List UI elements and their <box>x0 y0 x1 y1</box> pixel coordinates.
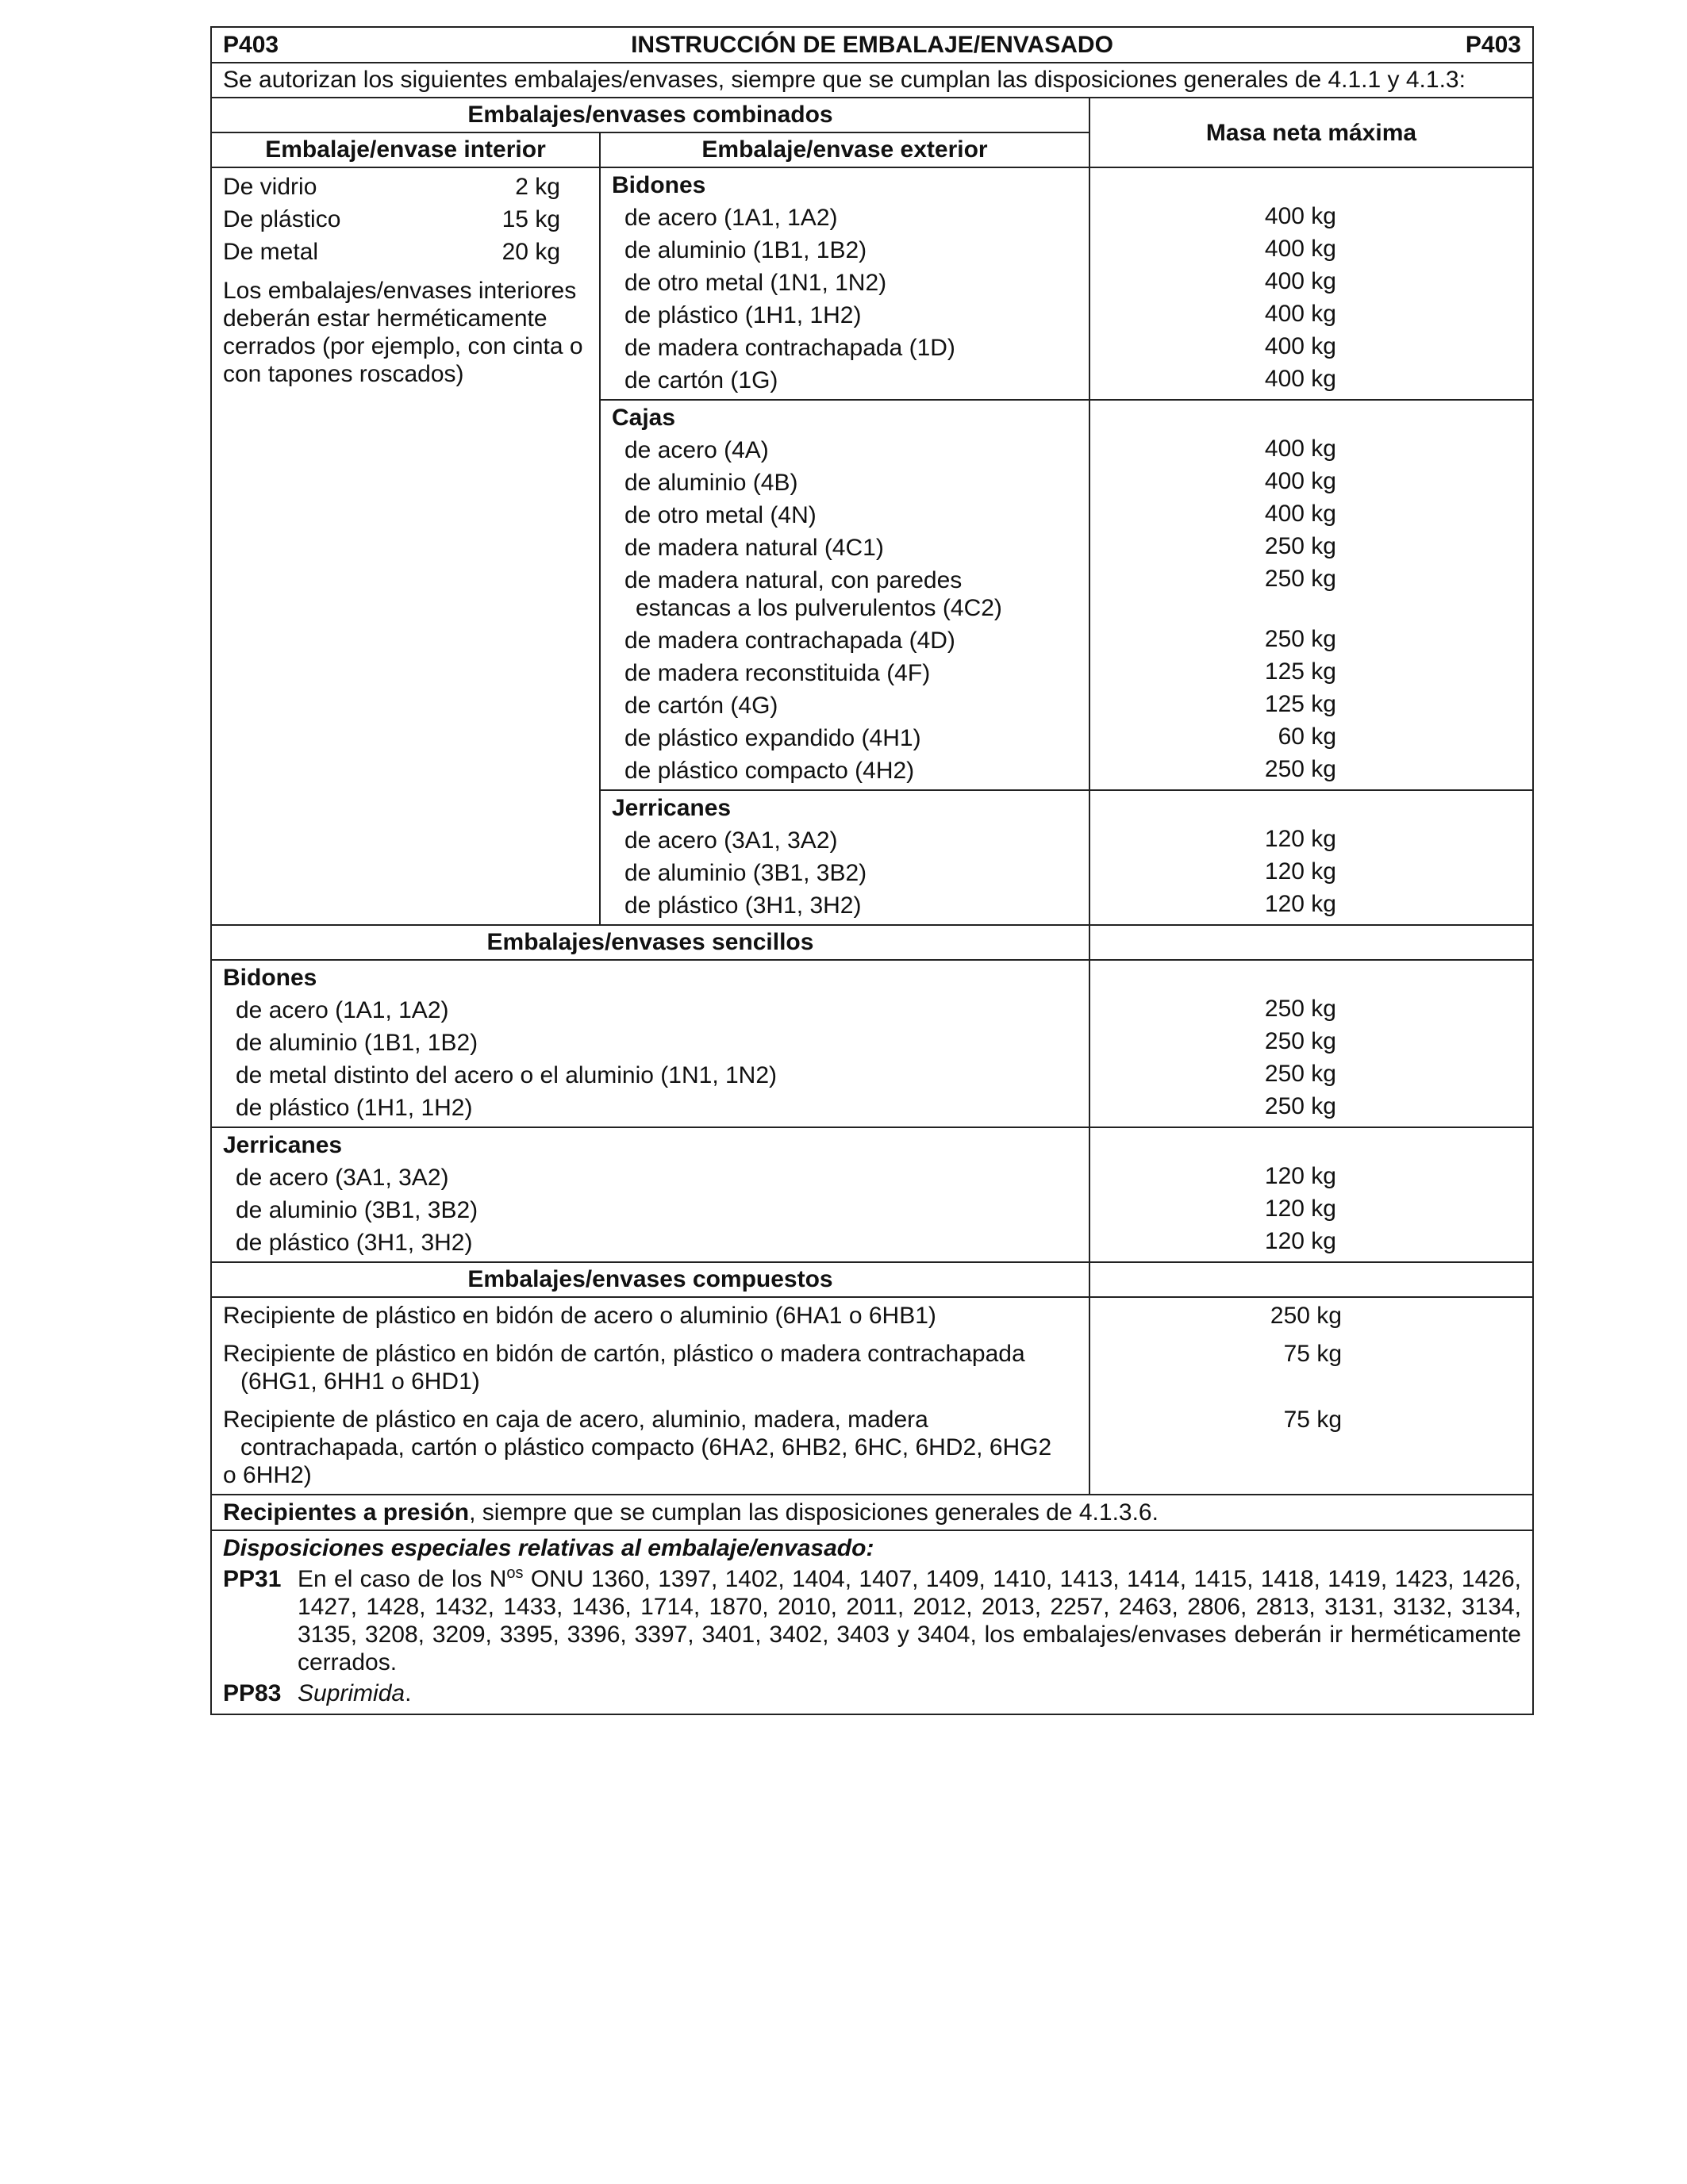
single-group-jerricans <box>211 1127 1089 1262</box>
mass-value: 120 kg <box>1264 1163 1336 1189</box>
provision-code: PP31 <box>223 1566 282 1592</box>
list-item: de aluminio (1B1, 1B2) <box>624 237 867 263</box>
list-item: de plástico (1H1, 1H2) <box>624 302 862 328</box>
mass-group-jerricans <box>1089 790 1533 925</box>
single-mass-drums <box>1089 960 1533 1127</box>
mass-value: 250 kg <box>1264 566 1336 592</box>
composite-item <box>223 1340 1078 1395</box>
list-item: de aluminio (3B1, 3B2) <box>624 860 867 886</box>
mass-value: 60 kg <box>1278 724 1336 750</box>
composite-item-line: Recipiente de plástico en bidón de cartón, plástico o madera contrachapada <box>223 1341 1025 1367</box>
composite-item-line: o 6HH2) <box>223 1462 312 1488</box>
list-item: de madera contrachapada (4D) <box>624 628 955 654</box>
list-item: de plástico (3H1, 3H2) <box>236 1230 473 1256</box>
mass-value: 400 kg <box>1264 501 1336 527</box>
pressure-text: , siempre que se cumplan las disposiciones generales de 4.1.3.6. <box>469 1499 1159 1526</box>
special-provisions-title: Disposiciones especiales relativas al embalaje/envasado: <box>223 1535 874 1561</box>
mass-value: 120 kg <box>1264 858 1336 885</box>
single-title: Embalajes/envases sencillos <box>486 929 814 955</box>
combined-title: Embalajes/envases combinados <box>467 102 833 128</box>
inner-item <box>223 173 560 201</box>
group-title: Jerricanes <box>612 795 732 821</box>
inner-header: Embalaje/envase interior <box>265 136 546 163</box>
provision-pp31 <box>223 1565 1521 1676</box>
composite-item-line: Recipiente de plástico en caja de acero, aluminio, madera, madera <box>223 1407 928 1433</box>
group-title: Jerricanes <box>223 1132 343 1158</box>
list-item: de plástico (3H1, 3H2) <box>624 892 862 919</box>
mass-value: 400 kg <box>1264 468 1336 494</box>
list-item: de plástico expandido (4H1) <box>624 725 921 751</box>
outer-header-cell <box>600 132 1089 167</box>
single-group-drums <box>211 960 1089 1127</box>
mass-value: 125 kg <box>1264 658 1336 685</box>
composite-item <box>223 1302 1078 1330</box>
single-mass-jerricans <box>1089 1127 1533 1262</box>
list-item: de cartón (4G) <box>624 693 778 719</box>
pressure-label: Recipientes a presión <box>223 1499 470 1526</box>
mass-value: 400 kg <box>1264 436 1336 462</box>
mass-value: 250 kg <box>1264 1028 1336 1054</box>
group-title: Bidones <box>223 965 317 991</box>
provision-text-pre: En el caso de los N <box>298 1566 507 1592</box>
combined-title-cell <box>211 98 1089 132</box>
list-item: de acero (1A1, 1A2) <box>236 997 449 1023</box>
single-title-mass-cell <box>1089 925 1533 960</box>
composite-items-cell <box>211 1297 1089 1495</box>
inner-header-cell <box>211 132 600 167</box>
instruction-table <box>210 26 1534 1715</box>
mass-value: 400 kg <box>1264 366 1336 392</box>
provision-text-body: ONU 1360, 1397, 1402, 1404, 1407, 1409, 1410, 1413, 1414, 1415, 1418, 1419, 1423, 1426, 1427, 1428, 1432, 1433, 1436, 1714, 1870, 2010, 2011, 2012, 2013, 2257, 2463, 2806, 2813, 3131, 3132, 3134, 3135, 3208, 3209, 3395, 3396, 3397, 3401, 3402, 3403 y 3404, los embalajes/envases deberán ir herméticamente cerrados. <box>298 1566 1521 1675</box>
provision-text <box>298 1565 1521 1676</box>
inner-item-label: De metal <box>223 239 319 265</box>
mass-value: 400 kg <box>1264 301 1336 327</box>
mass-value: 125 kg <box>1264 691 1336 717</box>
list-item: de madera natural, con paredes <box>624 567 963 593</box>
mass-value: 250 kg <box>1264 756 1336 782</box>
intro-row <box>211 63 1533 98</box>
group-title: Cajas <box>612 405 676 431</box>
outer-group-jerricans <box>600 790 1089 925</box>
page-title: INSTRUCCIÓN DE EMBALAJE/ENVASADO <box>631 32 1113 58</box>
list-item: de acero (3A1, 3A2) <box>236 1165 449 1191</box>
single-title-cell <box>211 925 1089 960</box>
mass-value: 250 kg <box>1264 626 1336 652</box>
provision-text-sup: os <box>506 1564 524 1582</box>
code-right: P403 <box>1465 32 1521 58</box>
provision-pp83 <box>223 1679 1521 1707</box>
mass-value: 250 kg <box>1264 533 1336 559</box>
mass-value: 250 kg <box>1264 1061 1336 1087</box>
packing-instruction-p403 <box>210 26 1532 1715</box>
inner-packagings-cell <box>211 167 600 925</box>
mass-value: 250 kg <box>1264 996 1336 1022</box>
composite-title-cell <box>211 1262 1089 1297</box>
composite-mass-cell <box>1089 1297 1533 1495</box>
mass-value: 400 kg <box>1264 203 1336 229</box>
code-left: P403 <box>223 32 279 58</box>
mass-value: 400 kg <box>1264 268 1336 294</box>
list-item: de madera natural (4C1) <box>624 535 884 561</box>
list-item-continuation: estancas a los pulverulentos (4C2) <box>636 595 1002 621</box>
list-item: de aluminio (4B) <box>624 470 798 496</box>
provision-text-italic: Suprimida <box>298 1680 405 1706</box>
list-item: de acero (4A) <box>624 437 769 463</box>
inner-item-mass: 2 kg <box>515 174 560 200</box>
composite-item <box>223 1406 1078 1489</box>
provision-text-tail: . <box>405 1680 412 1706</box>
list-item: de metal distinto del acero o el aluminio (1N1, 1N2) <box>236 1062 778 1088</box>
list-item: de otro metal (4N) <box>624 502 817 528</box>
mass-group-boxes <box>1089 400 1533 790</box>
mass-value: 250 kg <box>1264 1093 1336 1119</box>
mass-value: 250 kg <box>1270 1303 1342 1329</box>
composite-item-line: Recipiente de plástico en bidón de acero o aluminio (6HA1 o 6HB1) <box>223 1303 936 1329</box>
composite-title: Embalajes/envases compuestos <box>467 1266 833 1292</box>
composite-item-line: contrachapada, cartón o plástico compacto (6HA2, 6HB2, 6HC, 6HD2, 6HG2 <box>240 1434 1052 1460</box>
mass-value: 120 kg <box>1264 1228 1336 1254</box>
mass-group-drums <box>1089 167 1533 400</box>
mass-value: 400 kg <box>1264 236 1336 262</box>
provision-code: PP83 <box>223 1680 282 1706</box>
pressure-row <box>211 1495 1533 1530</box>
special-provisions-row <box>211 1530 1533 1714</box>
list-item: de otro metal (1N1, 1N2) <box>624 270 887 296</box>
provision-text <box>298 1679 1521 1707</box>
composite-item-line: (6HG1, 6HH1 o 6HD1) <box>240 1368 480 1395</box>
group-title: Bidones <box>612 172 706 198</box>
mass-header-cell <box>1089 98 1533 167</box>
list-item: de plástico (1H1, 1H2) <box>236 1095 473 1121</box>
inner-item-mass: 15 kg <box>501 206 560 232</box>
inner-item-mass: 20 kg <box>501 239 560 265</box>
mass-value: 400 kg <box>1264 333 1336 359</box>
outer-header: Embalaje/envase exterior <box>701 136 988 163</box>
mass-value: 120 kg <box>1264 891 1336 917</box>
inner-item <box>223 205 560 233</box>
list-item: de madera reconstituida (4F) <box>624 660 931 686</box>
inner-item <box>223 238 560 266</box>
outer-group-boxes <box>600 400 1089 790</box>
mass-value: 75 kg <box>1283 1341 1342 1367</box>
list-item: de acero (1A1, 1A2) <box>624 205 838 231</box>
list-item: de madera contrachapada (1D) <box>624 335 955 361</box>
list-item: de aluminio (1B1, 1B2) <box>236 1030 478 1056</box>
mass-header: Masa neta máxima <box>1205 119 1417 146</box>
intro-text: Se autorizan los siguientes embalajes/envases, siempre que se cumplan las disposiciones generales de 4.1.1 y 4.1.3: <box>223 67 1466 93</box>
inner-item-label: De plástico <box>223 206 341 232</box>
mass-value: 75 kg <box>1283 1407 1342 1433</box>
list-item: de acero (3A1, 3A2) <box>624 827 838 854</box>
inner-item-label: De vidrio <box>223 174 317 200</box>
list-item: de plástico compacto (4H2) <box>624 758 915 784</box>
header-row <box>211 27 1533 63</box>
mass-value: 120 kg <box>1264 1196 1336 1222</box>
outer-group-drums <box>600 167 1089 400</box>
list-item: de cartón (1G) <box>624 367 778 393</box>
mass-value: 120 kg <box>1264 826 1336 852</box>
list-item: de aluminio (3B1, 3B2) <box>236 1197 478 1223</box>
inner-note: Los embalajes/envases interiores deberán estar herméticamente cerrados (por ejemplo, con cinta o con tapones roscados) <box>223 278 583 387</box>
composite-title-mass-cell <box>1089 1262 1533 1297</box>
